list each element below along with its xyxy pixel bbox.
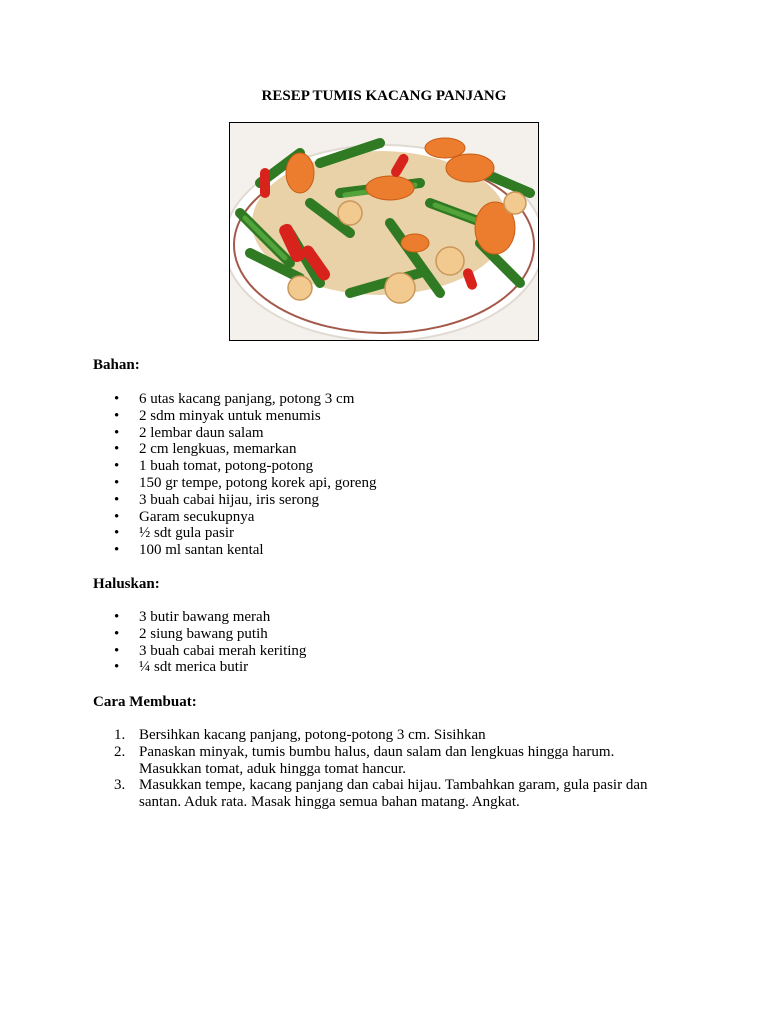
- recipe-title: RESEP TUMIS KACANG PANJANG: [261, 88, 507, 104]
- dish-illustration: [230, 123, 538, 340]
- bahan-list: [0, 391, 699, 559]
- item-text: Garam secukupnya: [139, 508, 255, 525]
- list-item: [0, 626, 699, 643]
- bullet-icon: •: [114, 542, 120, 559]
- bullet-icon: •: [114, 407, 120, 424]
- bullet-icon: •: [114, 491, 120, 508]
- list-item: [0, 659, 699, 676]
- list-item: [0, 408, 699, 425]
- item-text: 6 utas kacang panjang, potong 3 cm: [139, 391, 355, 407]
- item-text: 2 cm lengkuas, memarkan: [139, 441, 297, 458]
- list-item: [0, 458, 699, 475]
- step-line: santan. Aduk rata. Masak hingga semua bahan matang. Angkat.: [139, 794, 520, 811]
- step-item: [0, 744, 699, 778]
- item-text: 1 buah tomat, potong-potong: [139, 458, 314, 475]
- steps-list: [0, 727, 699, 811]
- item-text: 2 lembar daun salam: [139, 424, 264, 441]
- item-text: 3 buah cabai hijau, iris serong: [139, 491, 319, 508]
- bullet-icon: •: [114, 642, 120, 659]
- step-line: Panaskan minyak, tumis bumbu halus, daun salam dan lengkuas hingga harum.: [139, 743, 615, 760]
- list-item: [0, 492, 699, 509]
- step-line: Masukkan tempe, kacang panjang dan cabai hijau. Tambahkan garam, gula pasir dan: [139, 777, 648, 794]
- item-text: ¼ sdt merica butir: [139, 659, 249, 676]
- item-text: 2 siung bawang putih: [139, 625, 268, 642]
- item-text: 2 sdm minyak untuk menumis: [139, 407, 321, 424]
- list-item: [0, 441, 699, 458]
- bahan-heading: Bahan:: [93, 357, 140, 373]
- step-number: 3.: [114, 777, 126, 794]
- bullet-icon: •: [114, 458, 120, 475]
- bullet-icon: •: [114, 625, 120, 642]
- list-item: [0, 643, 699, 660]
- step-line: Masukkan tomat, aduk hingga tomat hancur.: [139, 760, 407, 777]
- bullet-icon: •: [114, 659, 120, 676]
- list-item: [0, 542, 699, 559]
- item-text: ½ sdt gula pasir: [139, 525, 234, 542]
- item-text: 100 ml santan kental: [139, 542, 264, 559]
- list-item: [0, 391, 699, 408]
- bullet-icon: •: [114, 508, 120, 525]
- list-item: [0, 425, 699, 442]
- item-text: 3 buah cabai merah keriting: [139, 642, 307, 659]
- bullet-icon: •: [114, 609, 120, 625]
- item-text: 150 gr tempe, potong korek api, goreng: [139, 474, 377, 491]
- list-item: [0, 525, 699, 542]
- item-text: 3 butir bawang merah: [139, 609, 271, 625]
- step-item: [0, 777, 699, 811]
- bullet-icon: •: [114, 441, 120, 458]
- step-number: 1.: [114, 727, 126, 743]
- list-item: [0, 609, 699, 626]
- haluskan-list: [0, 609, 699, 676]
- bullet-icon: •: [114, 424, 120, 441]
- step-item: [0, 727, 699, 744]
- dish-photo: [229, 122, 539, 341]
- step-line: Bersihkan kacang panjang, potong-potong 3 cm. Sisihkan: [139, 727, 486, 743]
- cara-membuat-heading: Cara Membuat:: [93, 694, 197, 710]
- list-item: [0, 475, 699, 492]
- list-item: [0, 509, 699, 526]
- haluskan-heading: Haluskan:: [93, 576, 160, 592]
- bullet-icon: •: [114, 474, 120, 491]
- step-number: 2.: [114, 743, 126, 760]
- bullet-icon: •: [114, 391, 120, 407]
- bullet-icon: •: [114, 525, 120, 542]
